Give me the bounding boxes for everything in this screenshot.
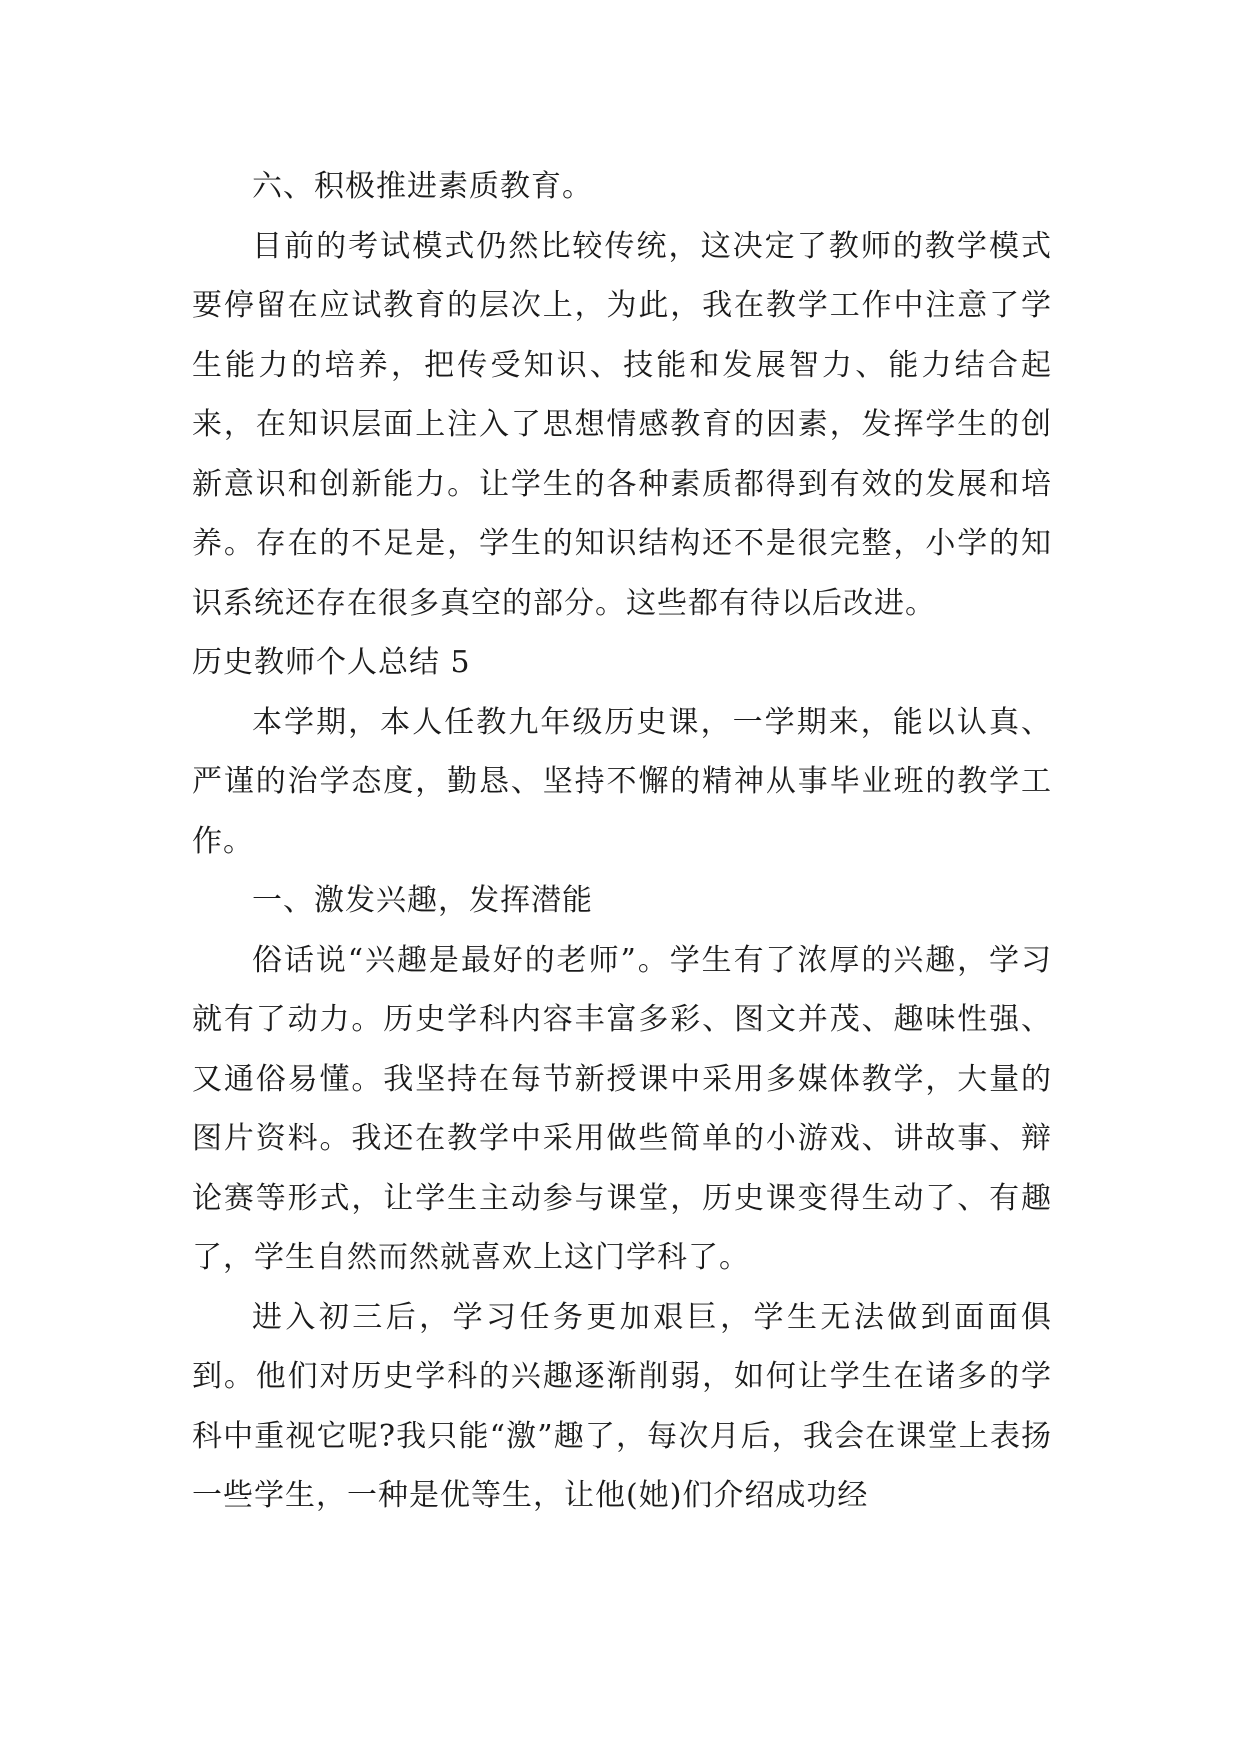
- paragraph-interest-teacher: 俗话说“兴趣是最好的老师”。学生有了浓厚的兴趣，学习就有了动力。历史学科内容丰富多彩、图文并茂、趣味性强、又通俗易懂。我坚持在每节新授课中采用多媒体教学，大量的图片资料。我还在教学中采用做些简单的小游戏、讲故事、辩论赛等形式，让学生主动参与课堂，历史课变得生动了、有趣了，学生自然而然就喜欢上这门学科了。: [192, 942, 1052, 1275]
- document-body: [192, 157, 1052, 1526]
- document-title-summary-5: 历史教师个人总结 5: [192, 645, 471, 680]
- paragraph-exam-model: 目前的考试模式仍然比较传统，这决定了教师的教学模式要停留在应试教育的层次上，为此，我在教学工作中注意了学生能力的培养，把传受知识、技能和发展智力、能力结合起来，在知识层面上注入了思想情感教育的因素，发挥学生的创新意识和创新能力。让学生的各种素质都得到有效的发展和培养。存在的不足是，学生的知识结构还不是很完整，小学的知识系统还存在很多真空的部分。这些都有待以后改进。: [192, 228, 1052, 621]
- paragraph-semester-intro: 本学期，本人任教九年级历史课，一学期来，能以认真、严谨的治学态度，勤恳、坚持不懈的精神从事毕业班的教学工作。: [192, 704, 1052, 859]
- paragraph-grade-nine: 进入初三后，学习任务更加艰巨，学生无法做到面面俱到。他们对历史学科的兴趣逐渐削弱，如何让学生在诸多的学科中重视它呢?我只能“激”趣了，每次月后，我会在课堂上表扬一些学生，一种是优等生，让他(她)们介绍成功经: [192, 1299, 1052, 1513]
- section-heading-interest: 一、激发兴趣，发挥潜能: [252, 883, 593, 918]
- section-heading-quality-education: 六、积极推进素质教育。: [252, 169, 593, 204]
